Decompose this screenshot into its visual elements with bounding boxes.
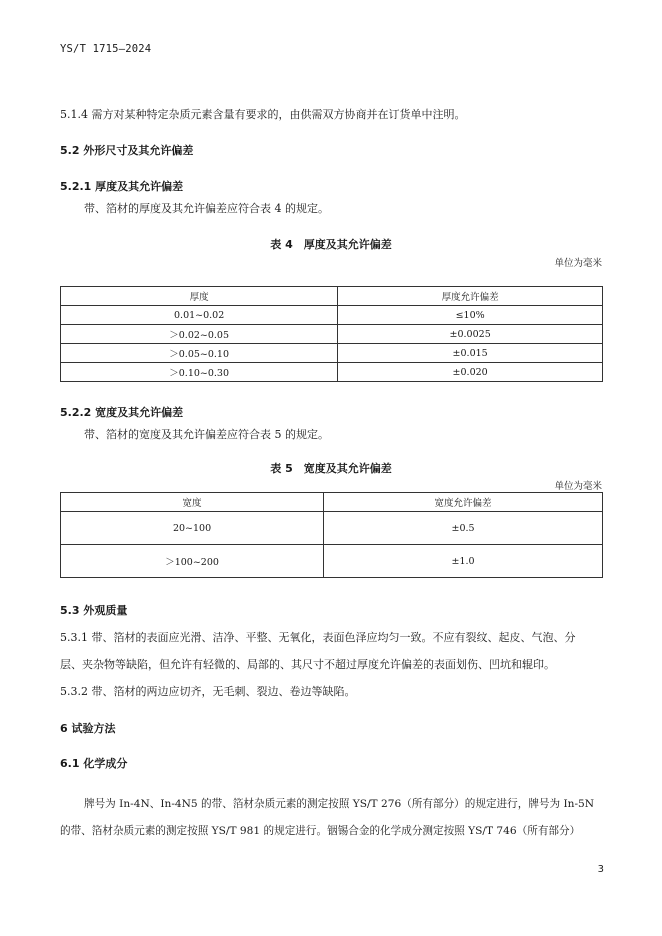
table-header-cell: 厚度: [61, 287, 338, 306]
table-row: [61, 512, 603, 545]
section-5-2-heading: 5.2 外形尺寸及其允许偏差: [60, 144, 194, 157]
table-5-caption: 表 5 宽度及其允许偏差: [270, 462, 392, 475]
page-number: 3: [597, 864, 604, 875]
table-cell: ±0.020: [338, 363, 603, 382]
clause-6-1-line-1: 牌号为 In-4N、In-4N5 的带、箔材杂质元素的测定按照 YS/T 276（所有部分）的规定进行，牌号为 In-5N: [84, 798, 595, 810]
table-row: [61, 325, 603, 344]
table-row: [61, 306, 603, 325]
table-row: [61, 344, 603, 363]
table-cell: ＞0.10~0.30: [61, 363, 338, 382]
table-cell: ≤10%: [338, 306, 603, 325]
clause-5-1-4: 5.1.4 需方对某种特定杂质元素含量有要求的，由供需双方协商并在订货单中注明。: [60, 108, 466, 121]
table-4: [60, 286, 603, 382]
table-row: [61, 363, 603, 382]
table-header-cell: 厚度允许偏差: [338, 287, 603, 306]
table-cell: 20~100: [61, 512, 324, 545]
clause-5-2-2-heading: 5.2.2 宽度及其允许偏差: [60, 406, 184, 419]
section-5-3-heading: 5.3 外观质量: [60, 604, 128, 617]
table-5: [60, 492, 603, 578]
table-4-unit: 单位为毫米: [554, 258, 602, 269]
clause-5-2-1-heading: 5.2.1 厚度及其允许偏差: [60, 180, 184, 193]
clause-5-2-2-text: 带、箔材的宽度及其允许偏差应符合表 5 的规定。: [84, 428, 329, 441]
table-cell: ±1.0: [324, 545, 603, 578]
table-header-cell: 宽度: [61, 493, 324, 512]
table-cell: ±0.015: [338, 344, 603, 363]
clause-5-2-1-text: 带、箔材的厚度及其允许偏差应符合表 4 的规定。: [84, 202, 329, 215]
table-cell: 0.01~0.02: [61, 306, 338, 325]
table-header-row: [61, 287, 603, 306]
section-6-heading: 6 试验方法: [60, 722, 116, 735]
table-cell: ＞0.05~0.10: [61, 344, 338, 363]
clause-5-3-1-line-2: 层、夹杂物等缺陷，但允许有轻微的、局部的、其尺寸不超过厚度允许偏差的表面划伤、凹坑和辊印。: [60, 658, 555, 671]
clause-6-1-line-2: 的带、箔材杂质元素的测定按照 YS/T 981 的规定进行。铟锡合金的化学成分测定按照 YS/T 746（所有部分）: [60, 825, 581, 837]
standard-number-header: YS/T 1715—2024: [60, 43, 152, 55]
clause-5-3-2: 5.3.2 带、箔材的两边应切齐，无毛刺、裂边、卷边等缺陷。: [60, 685, 356, 698]
table-cell: ＞100~200: [61, 545, 324, 578]
table-header-cell: 宽度允许偏差: [324, 493, 603, 512]
table-5-unit: 单位为毫米: [554, 481, 602, 492]
table-4-caption: 表 4 厚度及其允许偏差: [270, 238, 392, 251]
table-cell: ＞0.02~0.05: [61, 325, 338, 344]
table-row: [61, 545, 603, 578]
table-cell: ±0.0025: [338, 325, 603, 344]
section-6-1-heading: 6.1 化学成分: [60, 757, 128, 770]
table-cell: ±0.5: [324, 512, 603, 545]
clause-5-3-1-line-1: 5.3.1 带、箔材的表面应光滑、洁净、平整、无氧化，表面色泽应均匀一致。不应有裂纹、起皮、气泡、分: [60, 631, 576, 644]
table-header-row: [61, 493, 603, 512]
